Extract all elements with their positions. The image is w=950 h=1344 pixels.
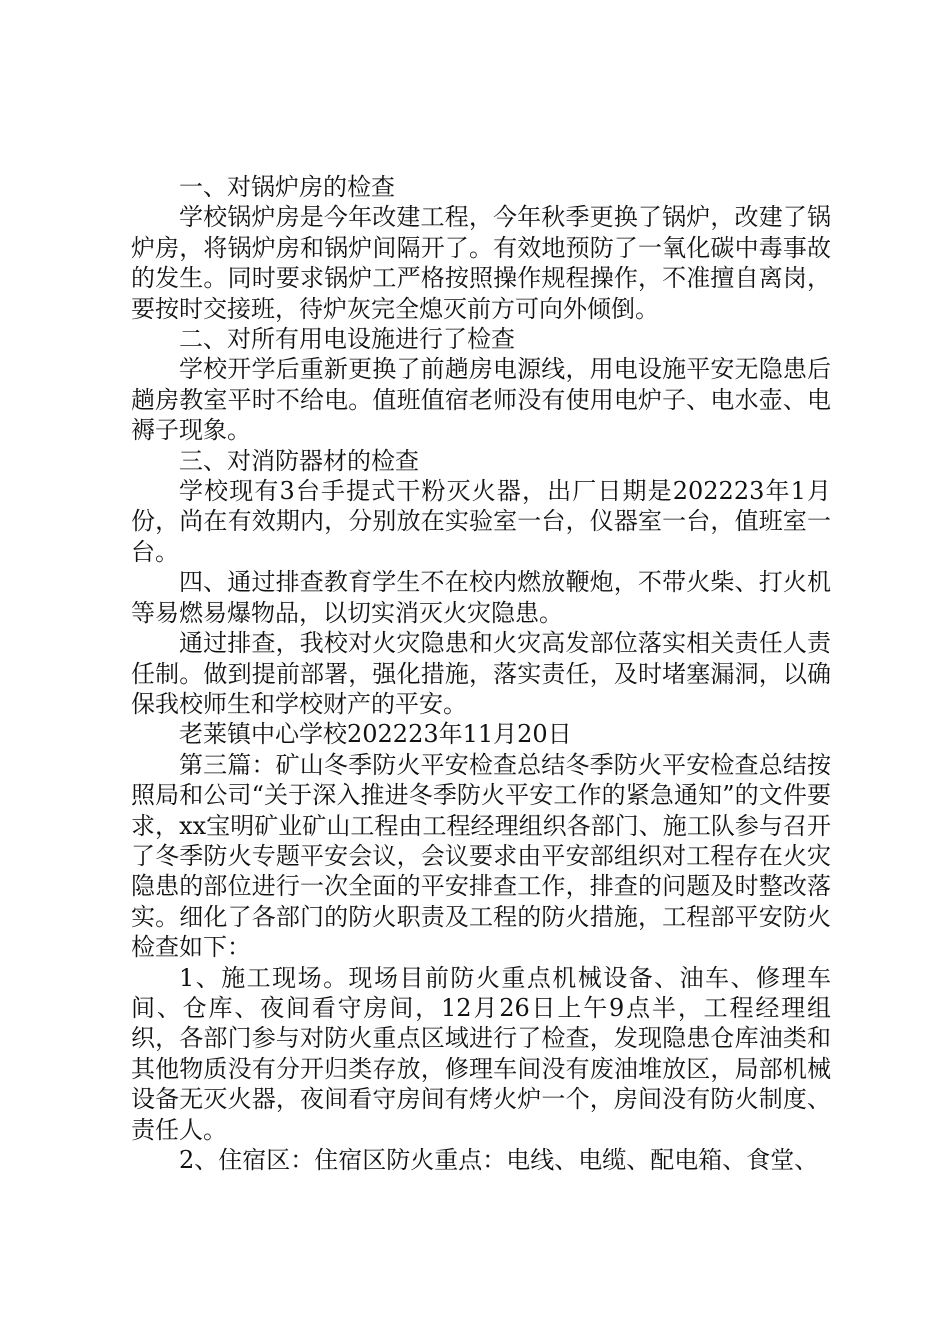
heading-fire-equipment-inspection: 三、对消防器材的检查 (179, 446, 419, 475)
paragraph-dormitory: 2、住宿区：住宿区防火重点：电线、电缆、配电箱、食堂、 (179, 1146, 819, 1174)
paragraph-electrical: 学校开学后重新更换了前趟房电源线，用电设施平安无隐患后趟房教室平时不给电。值班值宿老师没有使用电炉子、电水壶、电褥子现象。 (131, 355, 831, 445)
paragraph-boiler-room: 学校锅炉房是今年改建工程，今年秋季更换了锅炉，改建了锅炉房，将锅炉房和锅炉间隔开了。有效地预防了一氧化碳中毒事故的发生。同时要求锅炉工严格按照操作规程操作，不准擅自离岗，要按时交接班，待炉灰完全熄灭前方可向外倾倒。 (131, 203, 831, 323)
heading-electrical-inspection: 二、对所有用电设施进行了检查 (179, 325, 515, 354)
paragraph-student-education: 四、通过排查教育学生不在校内燃放鞭炮，不带火柴、打火机等易燃易爆物品，以切实消灭火灾隐患。 (131, 568, 831, 627)
signature-line: 老莱镇中心学校202223年11月20日 (179, 720, 572, 749)
paragraph-fire-equipment: 学校现有3台手提式干粉灭火器，出厂日期是202223年1月份，尚在有效期内，分别放在实验室一台，仪器室一台，值班室一台。 (131, 477, 831, 566)
paragraph-construction-site: 1、施工现场。现场目前防火重点机械设备、油车、修理车间、仓库、夜间看守房间，12月26日上午9点半，工程经理组织，各部门参与对防火重点区域进行了检查，发现隐患仓库油类和其他物质没有分开归类存放，修理车间没有废油堆放区，局部机械设备无灭火器，夜间看守房间有烤火炉一个，房间没有防火制度、责任人。 (131, 963, 831, 1144)
document-body (131, 172, 831, 1175)
paragraph-part-three-intro: 第三篇：矿山冬季防火平安检查总结冬季防火平安检查总结按照局和公司“关于深入推进冬季防火平安工作的紧急通知”的文件要求，xx宝明矿业矿山工程由工程经理组织各部门、施工队参与召开了冬季防火专题平安会议，会议要求由平安部组织对工程存在火灾隐患的部位进行一次全面的平安排查工作，排查的问题及时整改落实。细化了各部门的防火职责及工程的防火措施，工程部平安防火检查如下： (131, 750, 831, 962)
heading-boiler-room-inspection: 一、对锅炉房的检查 (179, 173, 395, 201)
paragraph-responsibility: 通过排查，我校对火灾隐患和火灾高发部位落实相关责任人责任制。做到提前部署，强化措施，落实责任，及时堵塞漏洞，以确保我校师生和学校财产的平安。 (131, 629, 831, 718)
